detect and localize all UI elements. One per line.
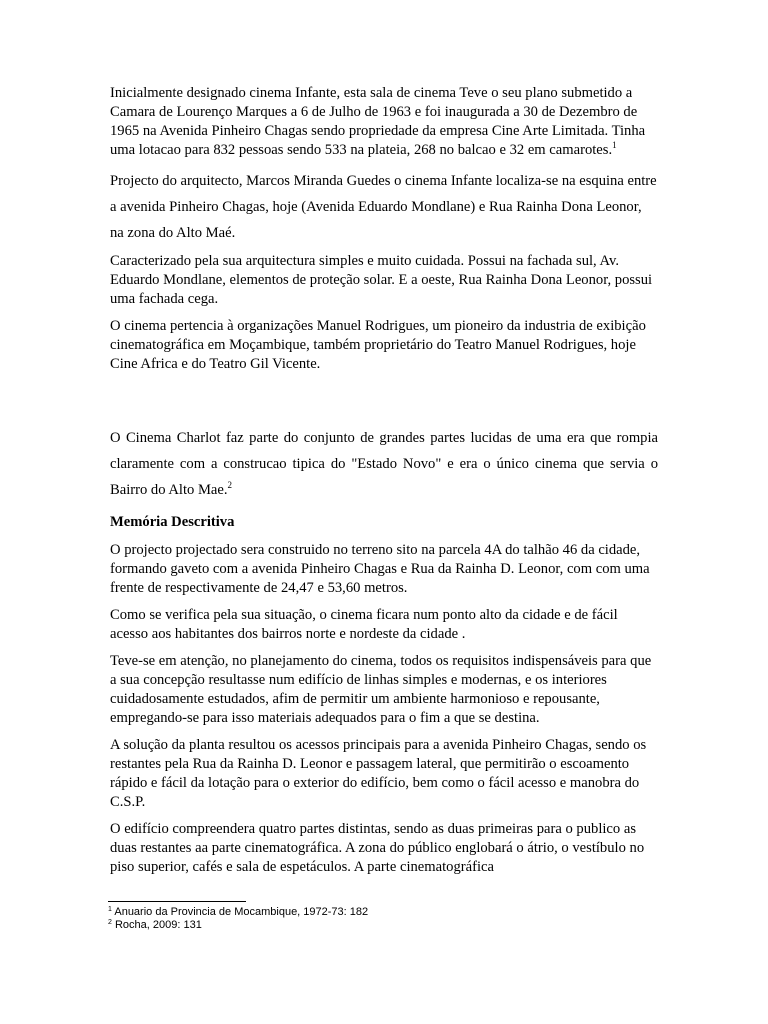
- section-heading: Memória Descritiva: [110, 514, 235, 530]
- footnotes: [108, 901, 508, 932]
- footnote-separator: [108, 901, 246, 902]
- paragraph-site: O projecto projectado sera construido no terreno sito na parcela 4A do talhão 46 da cidade, formando gaveto com a avenida Pinheiro Chagas e Rua da Rainha D. Leonor, com com uma frente de respectivamente de 24,47 e 53,60 metros.: [110, 542, 650, 596]
- footnote-1: $^1$ Anuario da Provincia de Mocambique, 1972-73: 182: [108, 906, 369, 918]
- paragraph-architect: Projecto do arquitecto, Marcos Miranda Guedes o cinema Infante localiza-se na esquina entre a avenida Pinheiro Chagas, hoje (Avenida Eduardo Mondlane) e Rua Rainha Dona Leonor, na zona do Alto Maé.: [110, 173, 657, 241]
- paragraph-access: A solução da planta resultou os acessos principais para a avenida Pinheiro Chagas, sendo os restantes pela Rua da Rainha D. Leonor e passagem lateral, que permitirão o escoamento rápido e fácil da lotação para o exterior do edifício, bem como o fácil acesso e manobra do C.S.P.: [110, 737, 647, 810]
- document-body: [110, 84, 658, 885]
- footnote-2: $^2$ Rocha, 2009: 131: [108, 919, 202, 931]
- footnote-ref-2[interactable]: 2: [227, 480, 233, 490]
- paragraph-intro: Inicialmente designado cinema Infante, esta sala de cinema Teve o seu plano submetido a Camara de Lourenço Marques a 6 de Julho de 1963 e foi inaugurada a 30 de Dezembro de 1965 na Avenida Pinheiro Chagas sendo propriedade da empresa Cine Arte Limitada. Tinha uma lotacao para 832 pessoas sendo 533 na plateia, 268 no balcao e 32 em camarotes.$^1$: [110, 85, 646, 158]
- paragraph-architecture: Caracterizado pela sua arquitectura simples e muito cuidada. Possui na fachada sul, Av. Eduardo Mondlane, elementos de proteção solar. E a oeste, Rua Rainha Dona Leonor, possui uma fachada cega.: [110, 253, 653, 307]
- paragraph-situation: Como se verifica pela sua situação, o cinema ficara num ponto alto da cidade e de fácil acesso aos habitantes dos bairros norte e nordeste da cidade .: [110, 607, 618, 642]
- paragraph-charlot: O Cinema Charlot faz parte do conjunto de grandes partes lucidas de uma era que rompia claramente com a construcao tipica do "Estado Novo" e era o único cinema que servia o Bairro do Alto Mae.$^2$: [110, 430, 658, 498]
- footnote-ref-1[interactable]: 1: [612, 140, 617, 150]
- paragraph-planning: Teve-se em atenção, no planejamento do cinema, todos os requisitos indispensáveis para que a sua concepção resultasse num edifício de linhas simples e modernas, e os interiores cuidadosamente estudados, afim de permitir um ambiente harmonioso e repousante, empregando-se para isso materiais adequados para o fim a que se destina.: [110, 653, 652, 726]
- paragraph-parts: O edifício compreendera quatro partes distintas, sendo as duas primeiras para o publico as duas restantes aa parte cinematográfica. A zona do público englobará o átrio, o vestíbulo no piso superior, cafés e sala de espetáculos. A parte cinematográfica: [110, 821, 645, 875]
- paragraph-owner: O cinema pertencia à organizações Manuel Rodrigues, um pioneiro da industria de exibição cinematográfica em Moçambique, também proprietário do Teatro Manuel Rodrigues, hoje Cine Africa e do Teatro Gil Vicente.: [110, 318, 646, 372]
